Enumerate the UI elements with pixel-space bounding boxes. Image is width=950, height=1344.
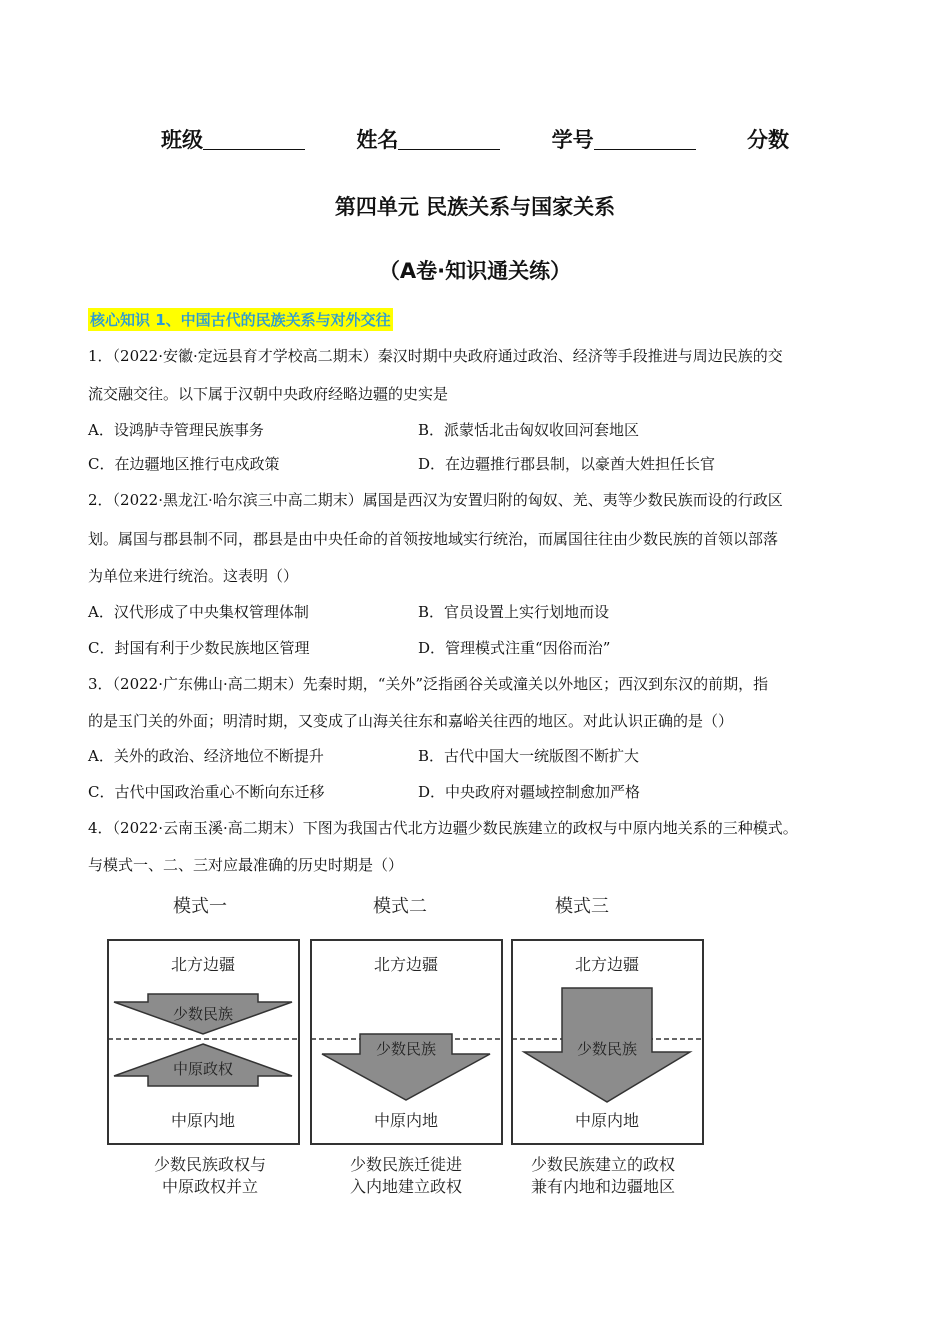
three-models-diagram [100, 888, 720, 1208]
section-heading: 核心知识 1、中国古代的民族关系与对外交往 [88, 308, 393, 331]
q1-option-a[interactable]: A．设鸿胪寺管理民族事务 [88, 421, 264, 439]
model-1-arrow1-label: 少数民族 [172, 1005, 234, 1023]
student-info-line [0, 124, 950, 154]
q3-option-b[interactable]: B．古代中国大一统版图不断扩大 [418, 747, 640, 765]
q2-line-2: 划。属国与郡县制不同，郡县是由中央任命的首领按地域实行统治，而属国往往由少数民族的首领以部落 [88, 530, 779, 548]
q3-line-2: 的是玉门关的外面；明清时期，又变成了山海关往东和嘉峪关往西的地区。对此认识正确的是（） [88, 712, 734, 730]
model-2-label: 模式二 [373, 896, 427, 917]
model-3-label: 模式三 [555, 896, 609, 917]
model-2-arrow-label: 少数民族 [375, 1040, 437, 1058]
q2-option-d[interactable]: D．管理模式注重“因俗而治” [418, 639, 611, 657]
model-1-caption-1: 少数民族政权与 [153, 1155, 267, 1174]
model-1-arrow2-label: 中原政权 [172, 1060, 234, 1078]
q2-line-3: 为单位来进行统治。这表明（） [88, 567, 299, 585]
q3-option-d[interactable]: D．中央政府对疆域控制愈加严格 [418, 783, 641, 801]
model-3-bottom-label: 中原内地 [574, 1111, 640, 1130]
model-2-caption-1: 少数民族迁徙进 [349, 1155, 463, 1174]
q3-option-a[interactable]: A．关外的政治、经济地位不断提升 [88, 747, 324, 765]
model-1-top-label: 北方边疆 [170, 955, 236, 974]
page-subtitle: （A卷·知识通关练） [378, 259, 572, 283]
q1-line-2: 流交融交往。以下属于汉朝中央政府经略边疆的史实是 [88, 385, 449, 403]
score-field: 分数 [746, 128, 789, 152]
q4-line-1: 4．（2022·云南玉溪·高二期末）下图为我国古代北方边疆少数民族建立的政权与中原内地关系的三种模式。 [88, 819, 798, 837]
q1-option-c[interactable]: C．在边疆地区推行屯戍政策 [88, 455, 280, 473]
model-3-caption-1: 少数民族建立的政权 [530, 1155, 676, 1174]
model-1-label: 模式一 [173, 896, 227, 917]
q1-line-1: 1．（2022·安徽·定远县育才学校高二期末）秦汉时期中央政府通过政治、经济等手段推进与周边民族的交 [88, 347, 783, 365]
q1-option-d[interactable]: D．在边疆推行郡县制，以豪酋大姓担任长官 [418, 455, 716, 473]
q2-option-b[interactable]: B．官员设置上实行划地而设 [418, 603, 610, 621]
id-field[interactable]: 学号 [552, 124, 696, 154]
q2-option-c[interactable]: C．封国有利于少数民族地区管理 [88, 639, 310, 657]
q2-option-a[interactable]: A．汉代形成了中央集权管理体制 [88, 603, 309, 621]
model-1-caption-2: 中原政权并立 [161, 1177, 259, 1196]
model-3-caption-2: 兼有内地和边疆地区 [530, 1177, 676, 1196]
q2-line-1: 2．（2022·黑龙江·哈尔滨三中高二期末）属国是西汉为安置归附的匈奴、羌、夷等少数民族而设的行政区 [88, 491, 783, 509]
model-3-top-label: 北方边疆 [574, 955, 640, 974]
name-field[interactable]: 姓名 [356, 124, 500, 154]
model-2-top-label: 北方边疆 [373, 955, 439, 974]
name-blank[interactable] [398, 129, 500, 150]
model-2-caption-2: 入内地建立政权 [349, 1177, 463, 1196]
q3-option-c[interactable]: C．古代中国政治重心不断向东迁移 [88, 783, 325, 801]
class-field[interactable]: 班级 [161, 124, 305, 154]
q1-option-b[interactable]: B．派蒙恬北击匈奴收回河套地区 [418, 421, 640, 439]
class-blank[interactable] [203, 129, 305, 150]
id-blank[interactable] [594, 129, 696, 150]
model-3-arrow-label: 少数民族 [576, 1040, 638, 1058]
model-2-bottom-label: 中原内地 [373, 1111, 439, 1130]
page-title: 第四单元 民族关系与国家关系 [334, 195, 616, 219]
q4-line-2: 与模式一、二、三对应最准确的历史时期是（） [88, 856, 404, 874]
q3-line-1: 3．（2022·广东佛山·高二期末）先秦时期，“关外”泛指函谷关或潼关以外地区；西汉到东汉的前期，指 [88, 675, 769, 693]
model-1-bottom-label: 中原内地 [170, 1111, 236, 1130]
